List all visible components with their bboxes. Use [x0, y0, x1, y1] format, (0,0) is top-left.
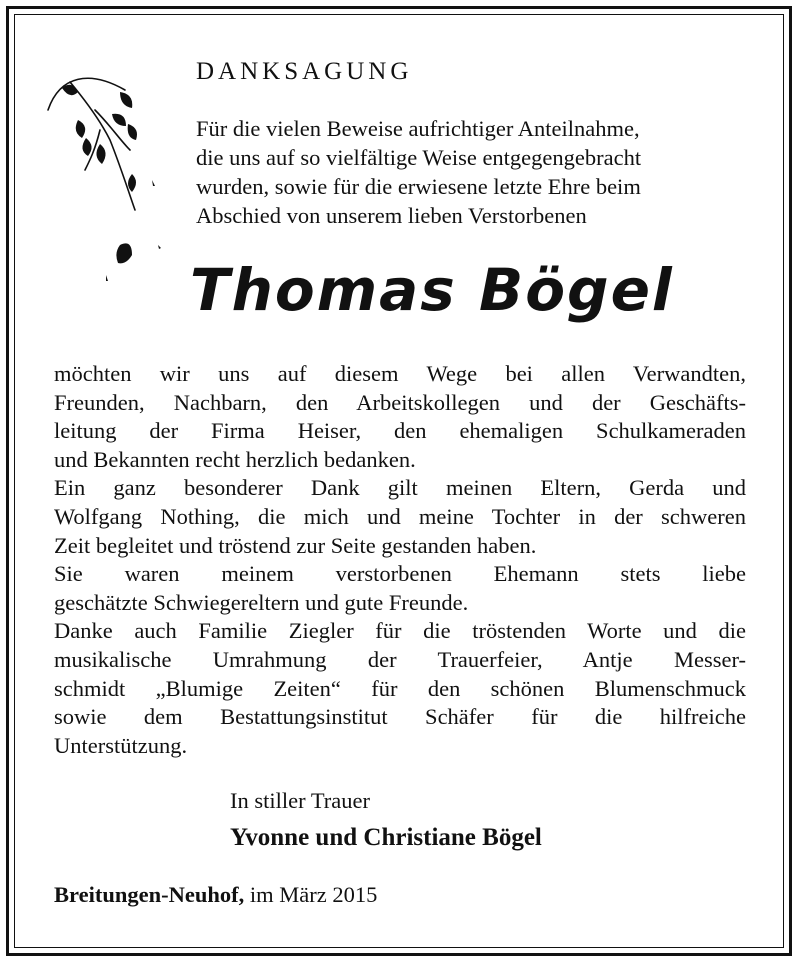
body-line: Freunden, Nachbarn, den Arbeitskollegen und der Geschäfts- [54, 389, 746, 415]
body-line: sowie dem Bestattungsinstitut Schäfer für die hilfreiche [54, 704, 746, 730]
body-line: Danke auch Familie Ziegler für die tröstenden Worte und die [54, 618, 746, 644]
body-line: Zeit begleitet und tröstend zur Seite gestanden haben. [54, 532, 537, 558]
body-line: Unterstützung. [54, 732, 188, 758]
date: im März 2015 [249, 882, 378, 907]
intro-line: die uns auf so vielfältige Weise entgegengebracht [196, 145, 642, 170]
body-text [54, 360, 746, 760]
deceased-name: Thomas Bögel [190, 256, 674, 324]
body-line: möchten wir uns auf diesem Wege bei allen Verwandten, [54, 361, 746, 386]
body-line: Sie waren meinem verstorbenen Ehemann stets liebe [54, 561, 746, 587]
body-line: Wolfgang Nothing, die mich und meine Tochter in der schweren [54, 503, 746, 529]
body-line: schmidt „Blumige Zeiten“ für den schönen Blumenschmuck [54, 675, 746, 701]
intro-line: Für die vielen Beweise aufrichtiger Anteilnahme, [196, 116, 640, 141]
heading: DANKSAGUNG [196, 58, 413, 85]
body-line: musikalische Umrahmung der Trauerfeier, Antje Messer- [54, 646, 746, 672]
mourning-phrase: In stiller Trauer [230, 788, 370, 813]
body-line: und Bekannten recht herzlich bedanken. [54, 446, 416, 472]
signers: Yvonne und Christiane Bögel [230, 824, 542, 851]
place-date [54, 882, 377, 908]
birch-branch-icon [40, 70, 170, 300]
intro-line: wurden, sowie für die erwiesene letzte Ehre beim [196, 174, 641, 199]
body-line: geschätzte Schwiegereltern und gute Freunde. [54, 589, 469, 615]
body-line: leitung der Firma Heiser, den ehemaligen Schulkameraden [54, 418, 746, 444]
intro-text [196, 114, 756, 230]
intro-line: Abschied von unserem lieben Verstorbenen [196, 203, 587, 228]
place: Breitungen-Neuhof, [54, 882, 245, 907]
body-line: Ein ganz besonderer Dank gilt meinen Eltern, Gerda und [54, 475, 746, 501]
